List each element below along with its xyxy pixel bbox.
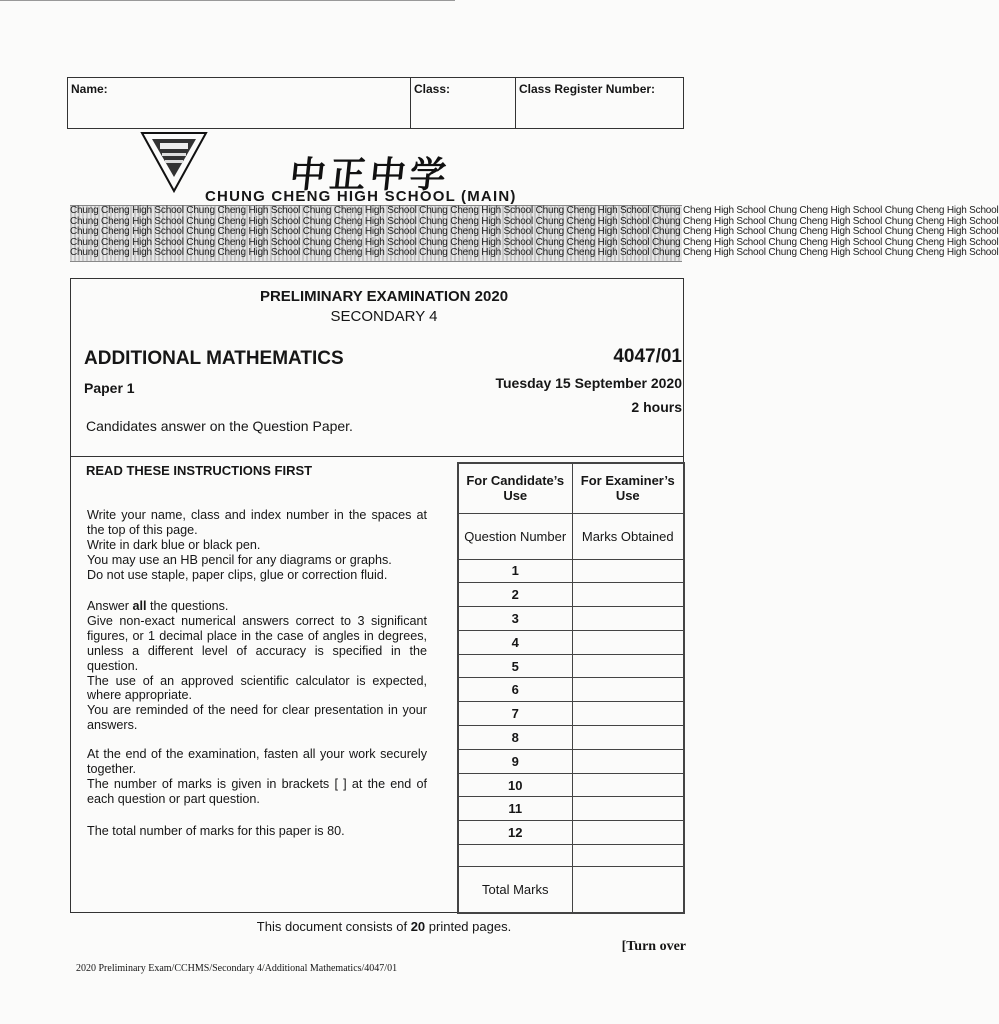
question-number: 11: [458, 797, 572, 821]
blank-cell: [572, 845, 684, 867]
page-count-note: This document consists of 20 printed pages.: [256, 919, 512, 934]
name-field[interactable]: [68, 78, 411, 128]
question-number: 6: [458, 678, 572, 702]
table-row: [458, 630, 684, 654]
instruction-line: The total number of marks for this paper is 80.: [87, 824, 345, 838]
marks-cell[interactable]: [572, 559, 684, 583]
question-number: 3: [458, 607, 572, 631]
instructions-block-3: [87, 747, 427, 807]
marks-cell[interactable]: [572, 821, 684, 845]
question-number: 7: [458, 702, 572, 726]
candidates-note: Candidates answer on the Question Paper.: [86, 418, 353, 434]
school-name-pattern-band: Chung Cheng High School Chung Cheng High School Chung Cheng High School Chung Cheng High School Chung Cheng High School Chung Cheng High School Chung Cheng High School Chung Cheng High School Chung Cheng High School Chung Cheng High School Chung Cheng High School Chung Cheng High School Chung Cheng High School Chung Cheng High School Chung Cheng High School Chung Cheng High School Chung Cheng High School Chung Cheng High School Chung Cheng High School Chung Cheng High School Chung Cheng High School Chung Cheng High School Chung Cheng High School Chung Cheng High School Chung Cheng High School Chung Cheng High School Chung Cheng High School Chung Cheng High School Chung Cheng High School Chung Cheng High School Chung Cheng High School Chung Cheng High School Chung Cheng High School Chung Cheng High School Chung Cheng High School Chung Cheng High School Chung Cheng High School Chung Cheng High School Chung Cheng High School Chung Cheng High School: [70, 205, 682, 262]
marks-cell[interactable]: [572, 749, 684, 773]
instruction-line: Do not use staple, paper clips, glue or correction fluid.: [87, 567, 388, 582]
section-divider: [70, 456, 684, 457]
class-field[interactable]: [411, 78, 516, 128]
student-details-box: [67, 77, 684, 129]
candidate-use-header: For Candidate’s Use: [458, 463, 572, 513]
table-row: [458, 583, 684, 607]
marks-obtained-header: Marks Obtained: [572, 513, 684, 559]
table-row: [458, 773, 684, 797]
table-row: [458, 678, 684, 702]
instructions-block-4: [87, 824, 427, 839]
subject-title: ADDITIONAL MATHEMATICS: [84, 348, 344, 369]
table-row: [458, 797, 684, 821]
school-crest-icon: [140, 131, 208, 193]
marks-cell[interactable]: [572, 702, 684, 726]
instruction-line: You are reminded of the need for clear presentation in your answers.: [87, 703, 427, 733]
marks-table: [457, 462, 685, 914]
question-number: 1: [458, 559, 572, 583]
blank-cell: [458, 845, 572, 867]
instructions-block-1: [87, 508, 427, 583]
register-number-field[interactable]: [516, 78, 683, 128]
school-name: CHUNG CHENG HIGH SCHOOL (MAIN): [205, 188, 517, 205]
table-row: [458, 654, 684, 678]
instruction-line: Answer all the questions.: [87, 599, 229, 613]
marks-cell[interactable]: [572, 607, 684, 631]
instructions-heading: READ THESE INSTRUCTIONS FIRST: [86, 463, 313, 478]
table-row: [458, 726, 684, 750]
question-number: 12: [458, 821, 572, 845]
total-marks-label: Total Marks: [458, 867, 572, 913]
document-reference: 2020 Preliminary Exam/CCHMS/Secondary 4/Additional Mathematics/4047/01: [76, 963, 398, 974]
instruction-line: Write in dark blue or black pen.: [87, 537, 261, 552]
marks-cell[interactable]: [572, 630, 684, 654]
instruction-line: Write your name, class and index number in the spaces at the top of this page.: [87, 508, 427, 537]
instruction-line: You may use an HB pencil for any diagrams or graphs.: [87, 552, 392, 567]
question-number: 4: [458, 630, 572, 654]
register-number-label: Class Register Number:: [519, 82, 656, 96]
question-number-header: Question Number: [458, 513, 572, 559]
instruction-line: The number of marks is given in brackets [ ] at the end of each question or part question.: [87, 776, 427, 806]
table-row: [458, 559, 684, 583]
instructions-block-2: [87, 599, 427, 733]
question-number: 2: [458, 583, 572, 607]
question-number: 9: [458, 749, 572, 773]
school-chinese-name: 中正中学: [287, 154, 452, 196]
marks-cell[interactable]: [572, 726, 684, 750]
total-row: [458, 867, 684, 913]
examiner-use-header: For Examiner’s Use: [572, 463, 684, 513]
question-number: 5: [458, 654, 572, 678]
marks-cell[interactable]: [572, 773, 684, 797]
total-marks-cell[interactable]: [572, 867, 684, 913]
table-row: [458, 702, 684, 726]
top-rule: [0, 0, 455, 1]
instruction-line: Give non-exact numerical answers correct to 3 significant figures, or 1 decimal place in the case of angles in degrees, unless a different level of accuracy is specified in the question.: [87, 613, 427, 673]
marks-cell[interactable]: [572, 678, 684, 702]
question-number: 8: [458, 726, 572, 750]
instruction-line: The use of an approved scientific calculator is expected, where appropriate.: [87, 673, 427, 703]
name-label: Name:: [71, 82, 108, 96]
table-row: [458, 821, 684, 845]
marks-cell[interactable]: [572, 797, 684, 821]
paper-number: Paper 1: [84, 380, 135, 396]
turn-over-note: [Turn over: [621, 939, 686, 954]
class-label: Class:: [414, 82, 451, 96]
subject-code: 4047/01: [613, 346, 682, 367]
table-row: [458, 749, 684, 773]
exam-title: PRELIMINARY EXAMINATION 2020: [259, 288, 509, 305]
table-header-row: [458, 463, 684, 513]
exam-duration: 2 hours: [631, 399, 682, 415]
table-row-blank: [458, 845, 684, 867]
marks-cell[interactable]: [572, 583, 684, 607]
table-subheader-row: [458, 513, 684, 559]
marks-cell[interactable]: [572, 654, 684, 678]
instruction-line: At the end of the examination, fasten all your work securely together.: [87, 747, 427, 776]
exam-level: SECONDARY 4: [330, 308, 438, 325]
question-number: 10: [458, 773, 572, 797]
table-row: [458, 607, 684, 631]
page-count: 20: [410, 919, 426, 934]
exam-date: Tuesday 15 September 2020: [495, 375, 682, 391]
